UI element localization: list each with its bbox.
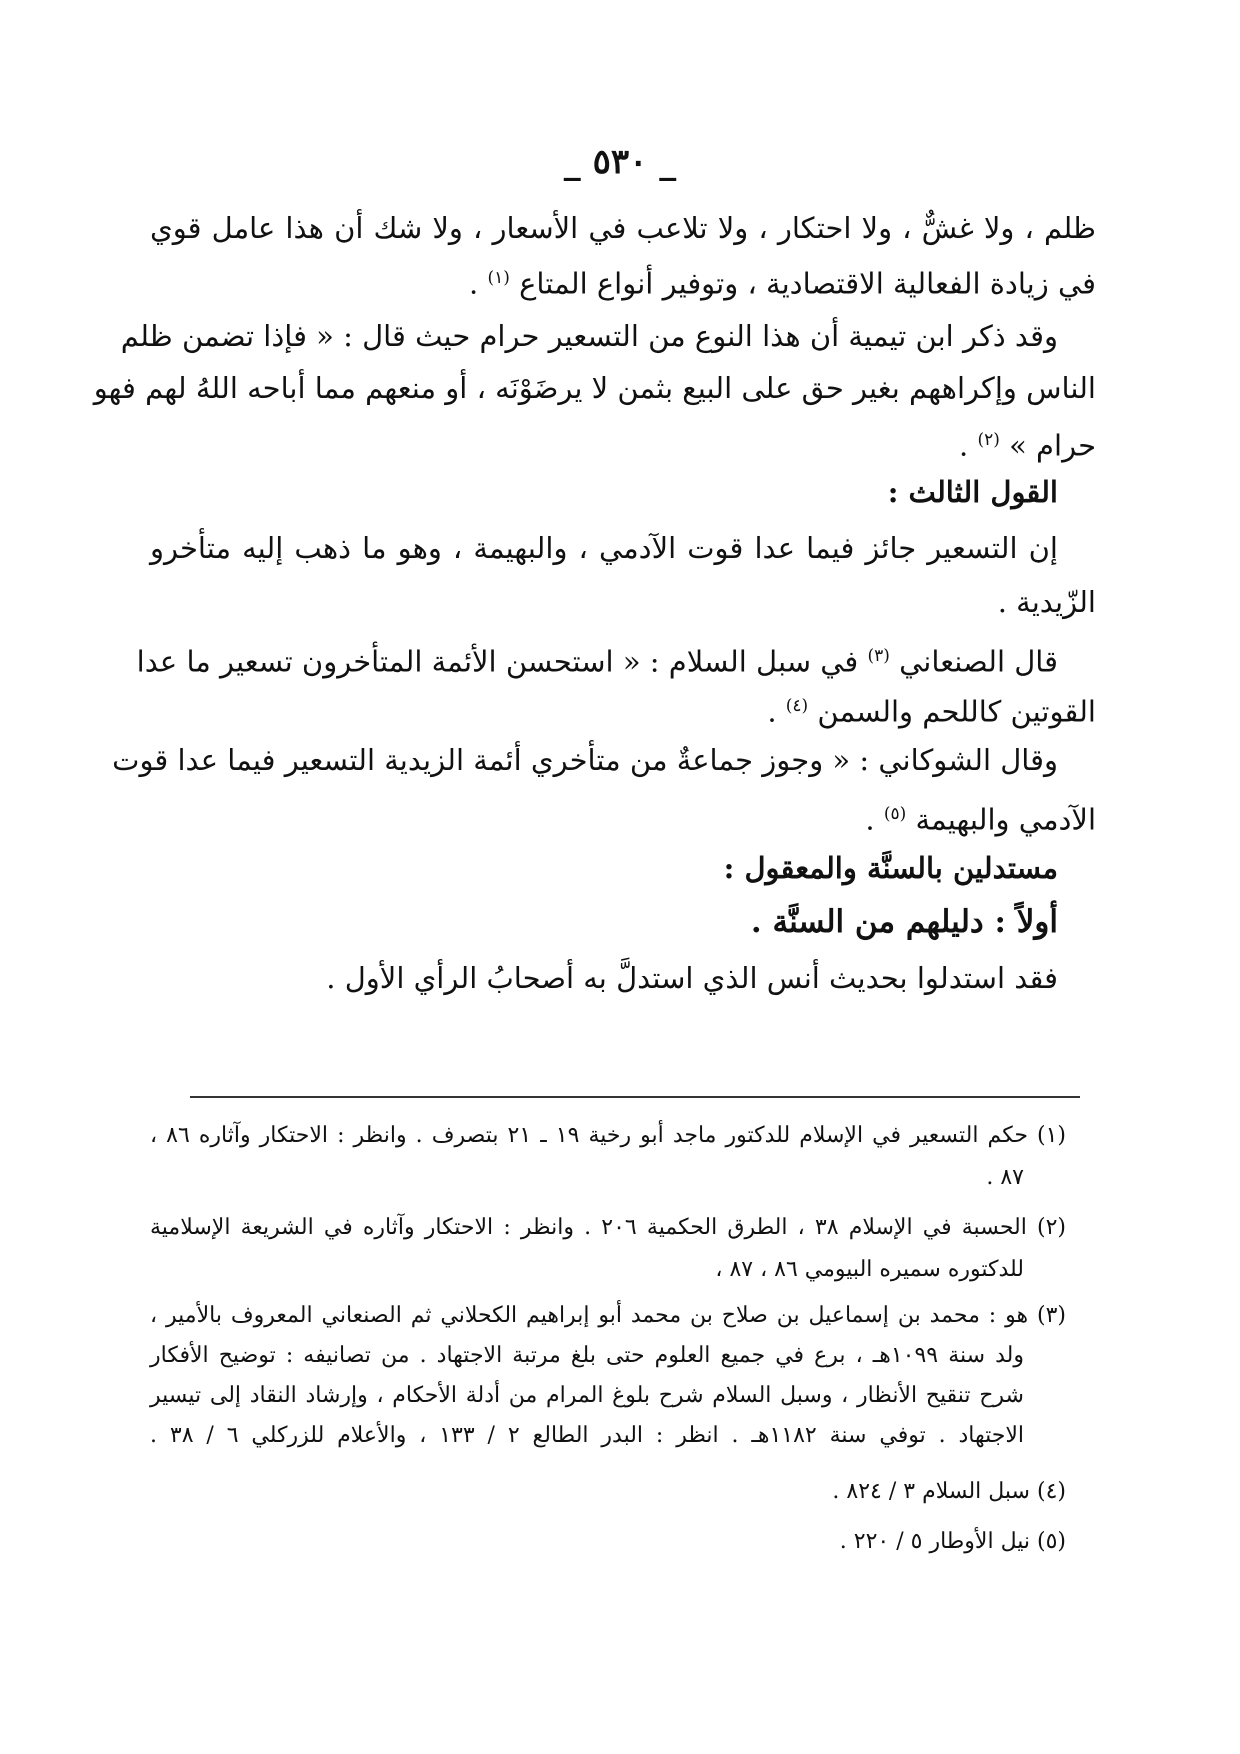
footnote-ref-4: (٤) <box>785 696 809 716</box>
body-line-9-a: قال الصنعاني <box>899 644 1058 679</box>
footnote-1: (١) حكم التسعير في الإسلام للدكتور ماجد أبو رخية ١٩ ـ ٢١ بتصرف . وانظر : الاحتكار وآثاره ٨٦ ، <box>150 1123 1067 1148</box>
footnote-ref-5: (٥) <box>883 804 907 824</box>
body-line-4: الناس وإكراههم بغير حق على البيع بثمن لا يرضَوْنَه ، أو منعهم مما أباحه اللهُ لهم فهو <box>93 371 1096 405</box>
footnote-3-cont-1: ولد سنة ١٠٩٩هـ ، برع في جميع العلوم حتى بلغ مرتبة الاجتهاد . من تصانيفه : توضيح الأفكار <box>150 1343 1025 1368</box>
footnote-3: (٣) هو : محمد بن إسماعيل بن صلاح بن محمد أبو إبراهيم الكحلاني ثم الصنعاني المعروف بالأمير ، <box>150 1303 1066 1328</box>
body-line-10 <box>150 684 1096 734</box>
body-line-9-b: في سبل السلام : « استحسن الأئمة المتأخرون تسعير ما عدا <box>136 644 859 679</box>
body-line-9 <box>136 634 1096 684</box>
footnote-1-cont: ٨٧ . <box>986 1165 1024 1190</box>
body-line-12 <box>150 792 1096 842</box>
body-line-2-text: في زيادة الفعالية الاقتصادية ، وتوفير أنواع المتاع <box>519 266 1096 301</box>
footnote-4: (٤) سبل السلام ٣ / ٨٢٤ . <box>832 1479 1066 1504</box>
footnote-2: (٢) الحسبة في الإسلام ٣٨ ، الطرق الحكمية ٢٠٦ . وانظر : الاحتكار وآثاره في الشريعة الإسلامية <box>150 1215 1067 1240</box>
body-line-10-end: . <box>767 694 777 729</box>
body-line-3: وقد ذكر ابن تيمية أن هذا النوع من التسعير حرام حيث قال : « فإذا تضمن ظلم <box>120 319 1058 353</box>
section-heading-third-opinion: القول الثالث : <box>887 475 1058 509</box>
body-line-12-end: . <box>865 802 875 837</box>
footnote-ref-1: (١) <box>487 268 510 288</box>
section-heading-evidence: مستدلين بالسنَّة والمعقول : <box>723 851 1058 885</box>
footnote-3-cont-2: شرح تنقيح الأنظار ، وسبل السلام شرح بلوغ المرام من أدلة الأحكام ، وإرشاد النقاد إلى تيسير <box>150 1383 1024 1408</box>
body-line-5-text: حرام » <box>1009 428 1096 463</box>
footnote-3-cont-3: الاجتهاد . توفي سنة ١١٨٢هـ . انظر : البدر الطالع ٢ / ١٣٣ ، والأعلام للزركلي ٦ / ٣٨ . <box>150 1423 1024 1448</box>
body-line-5-end: . <box>959 428 969 463</box>
body-line-8: الزّيدية . <box>997 585 1096 619</box>
section-heading-sunnah: أولاً : دليلهم من السنَّة . <box>750 904 1058 940</box>
body-line-16: فقد استدلوا بحديث أنس الذي استدلَّ به أصحابُ الرأي الأول . <box>326 961 1058 995</box>
footnote-5: (٥) نيل الأوطار ٥ / ٢٢٠ . <box>839 1529 1066 1554</box>
body-line-5 <box>150 418 1096 468</box>
body-line-7: إن التسعير جائز فيما عدا قوت الآدمي ، والبهيمة ، وهو ما ذهب إليه متأخرو <box>150 531 1058 565</box>
footnote-ref-3: (٣) <box>867 646 890 666</box>
page-number: _ ٥٣٠ _ <box>563 142 677 182</box>
body-line-1: ظلم ، ولا غشٌّ ، ولا احتكار ، ولا تلاعب في الأسعار ، ولا شك أن هذا عامل قوي <box>150 211 1096 245</box>
footnote-ref-2: (٢) <box>977 430 1000 450</box>
footnote-2-cont: للدكتوره سميره البيومي ٨٦ ، ٨٧ ، <box>715 1257 1024 1282</box>
body-line-11: وقال الشوكاني : « وجوز جماعةٌ من متأخري أئمة الزيدية التسعير فيما عدا قوت <box>112 743 1058 777</box>
body-line-2 <box>150 256 1096 306</box>
body-line-12-text: الآدمي والبهيمة <box>915 802 1096 837</box>
footnote-separator <box>190 1096 1080 1098</box>
body-line-2-end: . <box>469 266 479 301</box>
body-line-10-text: القوتين كاللحم والسمن <box>817 694 1096 729</box>
